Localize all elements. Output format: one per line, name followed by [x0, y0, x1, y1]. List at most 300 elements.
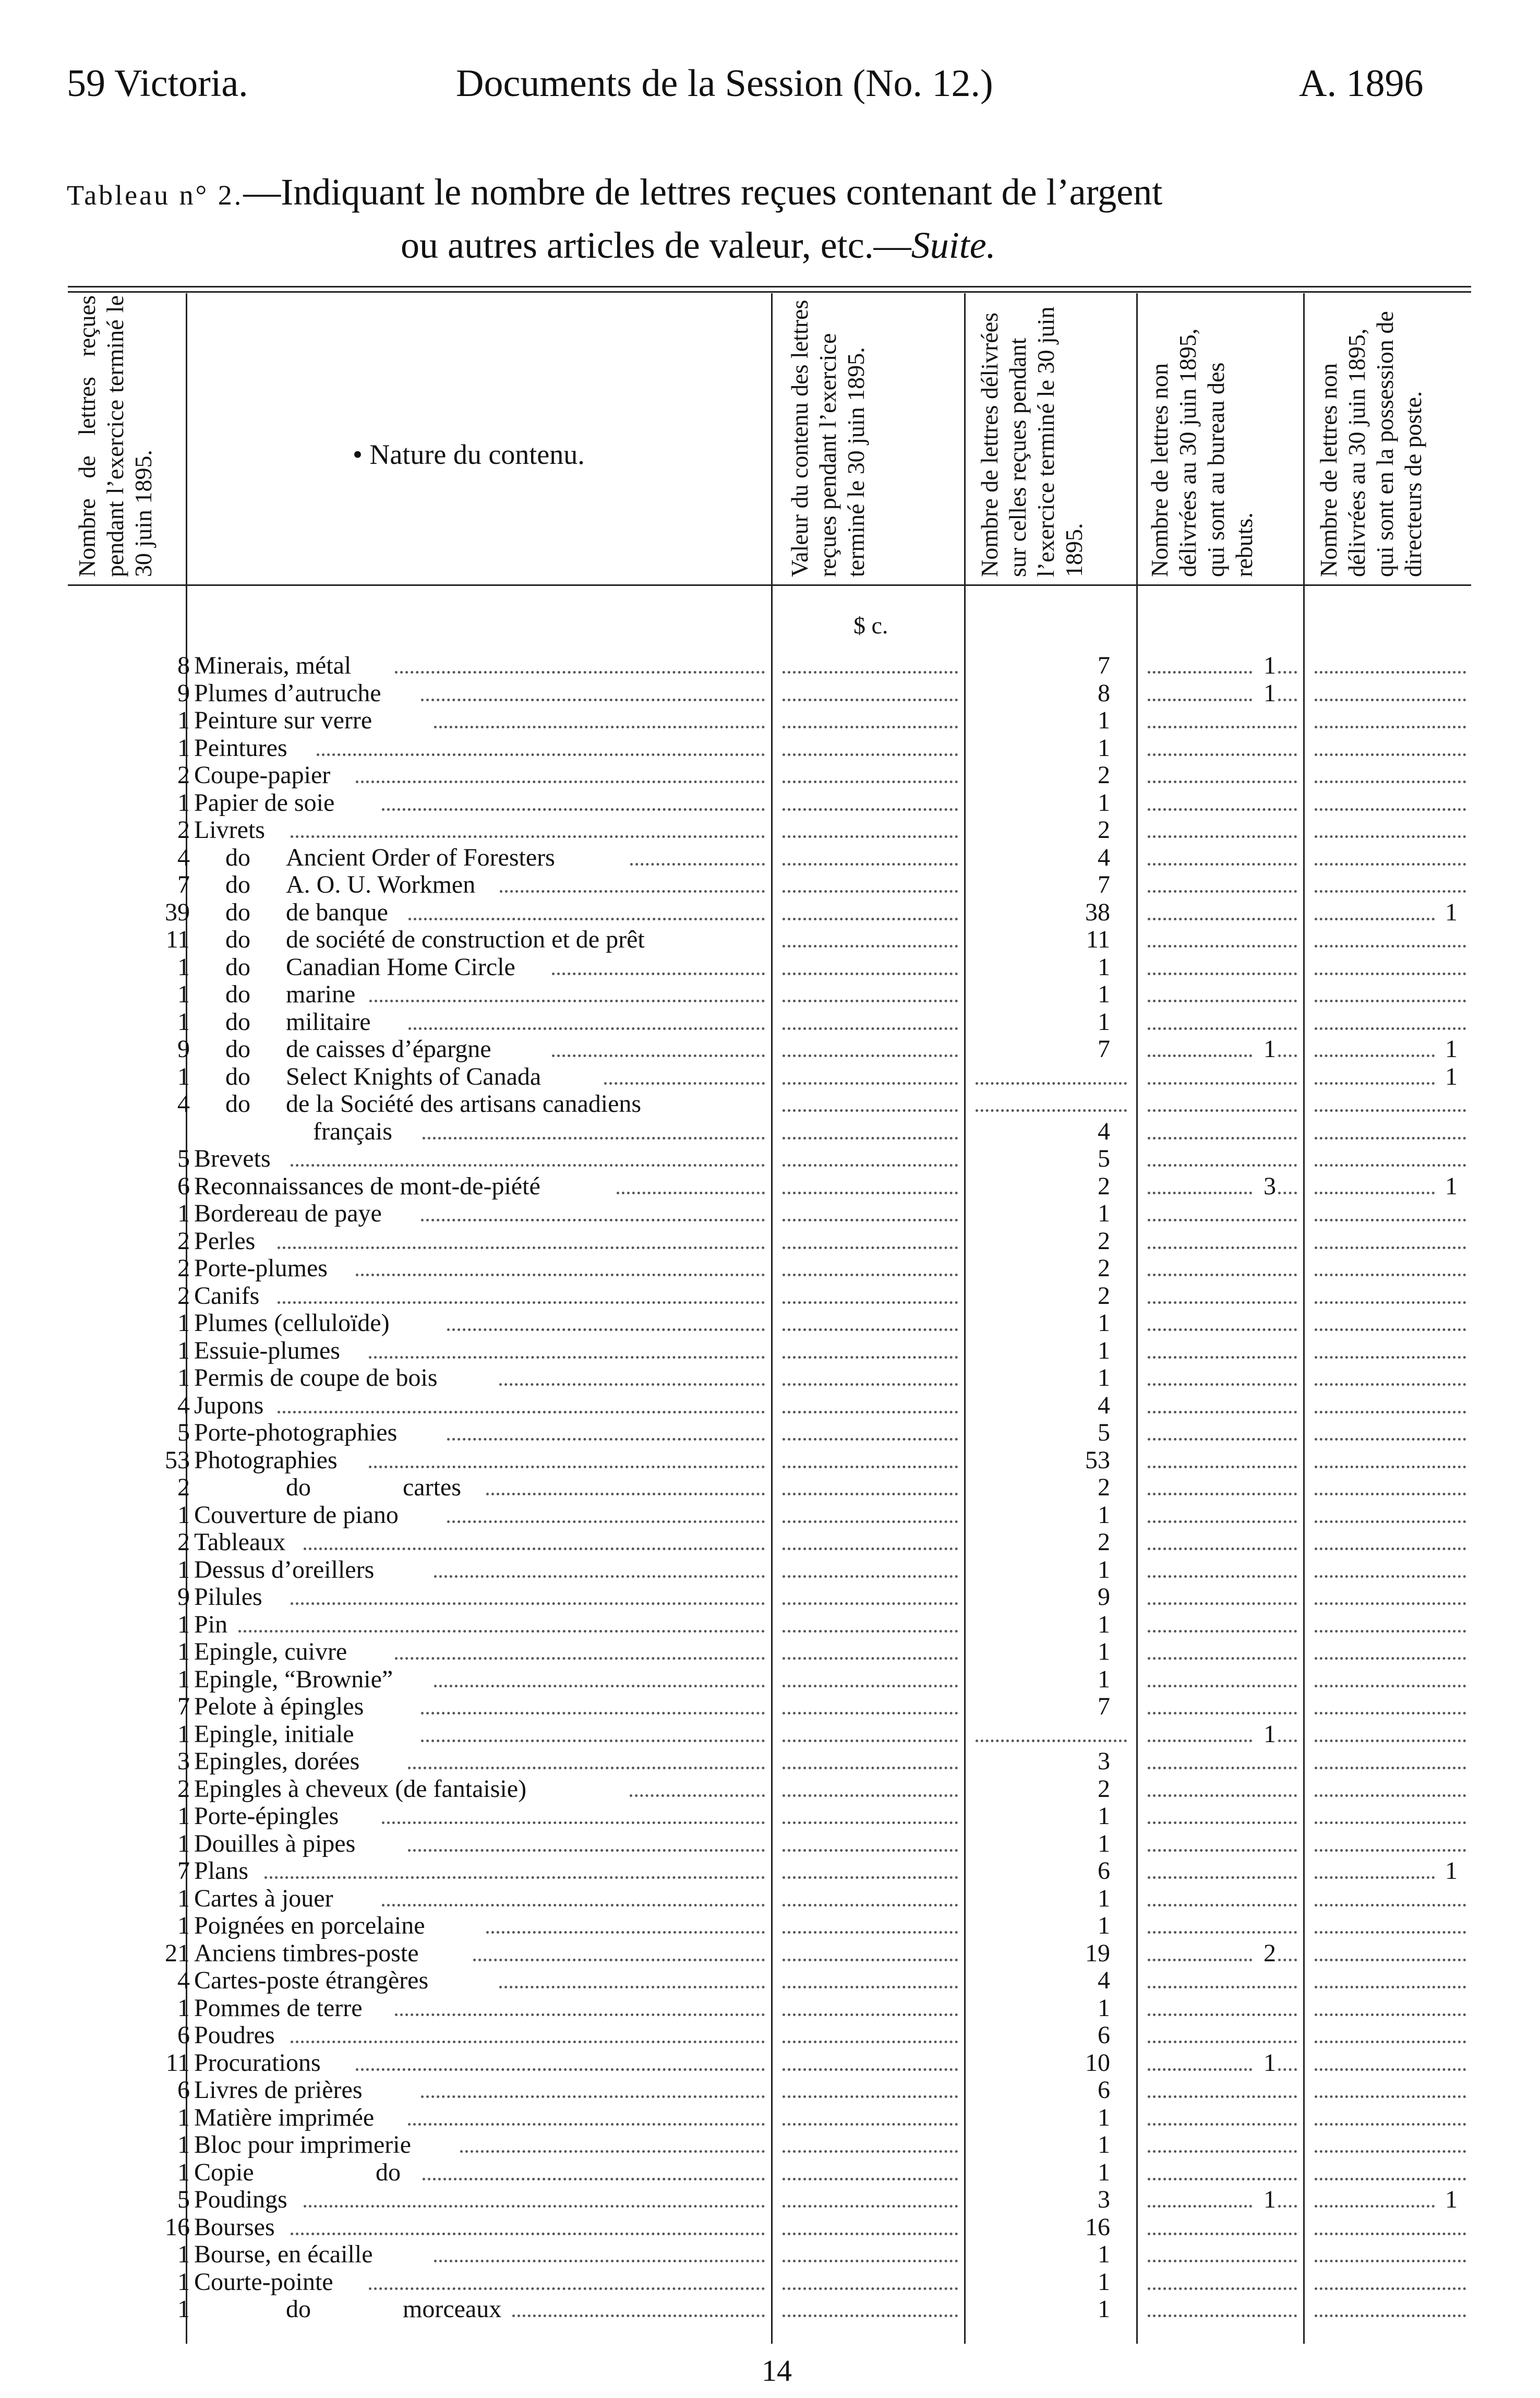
title-line2: ou autres articles de valeur, etc.—	[401, 224, 911, 266]
dot-leader	[1315, 835, 1466, 838]
dot-leader	[1148, 1411, 1297, 1413]
dot-leader	[1315, 1328, 1466, 1331]
postmaster-count: 1	[1445, 1172, 1458, 1200]
dot-leader	[1148, 1301, 1297, 1304]
dot-leader	[473, 1959, 765, 1961]
dot-leader	[291, 2233, 765, 2235]
table-row	[0, 844, 1540, 872]
dot-leader	[1148, 753, 1297, 756]
received-count: 1	[177, 2131, 190, 2159]
nature-label: Epingle, cuivre	[194, 1638, 347, 1665]
dot-leader	[1148, 2068, 1252, 2071]
dot-leader	[1148, 1328, 1297, 1331]
dot-leader	[783, 1466, 958, 1468]
delivered-count: 2	[1098, 1254, 1110, 1282]
dot-leader	[1148, 1109, 1297, 1112]
dot-leader	[1148, 1630, 1297, 1633]
table-row	[0, 1090, 1540, 1118]
received-count: 6	[177, 2076, 190, 2104]
dot-leader	[408, 1767, 765, 1769]
received-count: 9	[177, 679, 190, 707]
nature-label: Matière imprimée	[194, 2103, 375, 2131]
table-row	[0, 981, 1540, 1009]
dot-leader	[408, 1027, 765, 1030]
received-count: 5	[177, 2186, 190, 2213]
dot-leader	[499, 1986, 765, 1988]
table-row	[0, 1282, 1540, 1310]
dot-leader	[1315, 1520, 1466, 1523]
dot-leader	[1315, 699, 1466, 701]
nature-label: Select Knights of Canada	[286, 1062, 542, 1090]
received-count: 1	[177, 706, 190, 734]
dot-leader	[783, 1246, 958, 1249]
table-row	[0, 926, 1540, 954]
dot-leader	[1315, 1082, 1435, 1085]
ditto-mark: do	[286, 1473, 311, 1501]
dot-leader	[783, 835, 958, 838]
dot-leader	[976, 1740, 1127, 1742]
dot-leader	[369, 1000, 765, 1002]
delivered-count: 1	[1098, 2268, 1110, 2296]
table-row	[0, 2214, 1540, 2241]
table-row	[0, 1447, 1540, 1474]
dot-leader	[1315, 2233, 1466, 2235]
nature-label: Epingles à cheveux (de fantaisie)	[194, 1774, 527, 1803]
dot-leader	[552, 1054, 765, 1057]
nature-label: de banque	[286, 898, 388, 926]
table-body	[0, 652, 1540, 2323]
dot-leader	[1148, 1904, 1297, 1907]
dot-leader	[783, 726, 958, 728]
received-count: 1	[177, 980, 190, 1008]
dot-leader	[783, 1411, 958, 1413]
dot-leader	[1148, 1959, 1252, 1961]
dot-leader	[1315, 1849, 1466, 1852]
ditto-mark: do	[225, 980, 250, 1008]
dot-leader	[1315, 1000, 1466, 1002]
nature-label: Bordereau de paye	[194, 1200, 382, 1227]
table-row	[0, 707, 1540, 735]
dot-leader	[1148, 1000, 1297, 1002]
col-head-delivered: Nombre de lettres délivrées sur celles reçues pendant l’exercice terminé le 30 juin 1895.	[976, 306, 1087, 577]
delivered-count: 2	[1098, 1227, 1110, 1255]
nature-label: marine	[286, 980, 356, 1008]
dot-leader	[1148, 1821, 1297, 1824]
dot-leader	[783, 753, 958, 756]
nature-label: Livres de prières	[194, 2076, 363, 2104]
received-count: 1	[177, 2295, 190, 2323]
delivered-count: 6	[1098, 1857, 1110, 1885]
dot-leader	[486, 1931, 765, 1934]
dot-leader	[783, 1164, 958, 1167]
nature-label: Cartes-poste étrangères	[194, 1967, 429, 1994]
dot-leader	[783, 1767, 958, 1769]
table-row	[0, 1502, 1540, 1529]
nature-label: Reconnaissances de mont-de-piété	[194, 1172, 540, 1200]
dot-leader	[1148, 2150, 1297, 2153]
table-row	[0, 652, 1540, 680]
nature-label: Plumes d’autruche	[194, 679, 381, 707]
dot-leader	[783, 945, 958, 948]
delivered-count: 1	[1098, 1309, 1110, 1337]
nature-label: Cartes à jouer	[194, 1884, 333, 1912]
dot-leader	[630, 1794, 765, 1797]
received-count: 1	[177, 1309, 190, 1337]
dot-leader	[1278, 2068, 1297, 2071]
received-count: 2	[177, 1281, 190, 1310]
nature-label: Ancient Order of Foresters	[286, 843, 555, 871]
nature-label: Poudings	[194, 2186, 287, 2213]
delivered-count: 1	[1098, 1665, 1110, 1693]
table-row	[0, 2022, 1540, 2049]
dot-leader	[1315, 1137, 1466, 1140]
dot-leader	[278, 1301, 765, 1304]
dot-leader	[783, 2233, 958, 2235]
dot-leader	[783, 2205, 958, 2208]
delivered-count: 2	[1098, 1281, 1110, 1310]
dot-leader	[1148, 1767, 1297, 1769]
table-row	[0, 1364, 1540, 1392]
dot-leader	[1148, 2178, 1297, 2180]
ditto-mark: do	[376, 2158, 401, 2186]
table-row	[0, 680, 1540, 708]
page-number: 14	[762, 2354, 792, 2388]
received-count: 2	[177, 1227, 190, 1255]
dot-leader	[408, 1849, 765, 1852]
table-row	[0, 1556, 1540, 1584]
delivered-count: 53	[1085, 1446, 1110, 1474]
dot-leader	[1278, 1192, 1297, 1194]
received-count: 11	[165, 926, 190, 953]
dot-leader	[1315, 1192, 1435, 1194]
delivered-count: 7	[1098, 652, 1110, 679]
nature-label: Peintures	[194, 734, 287, 762]
dot-leader	[976, 1082, 1127, 1085]
nature-label: Pommes de terre	[194, 1994, 363, 2022]
table-row	[0, 1118, 1540, 1146]
dot-leader	[1315, 2013, 1466, 2016]
table-row	[0, 2077, 1540, 2104]
nature-label: Pin	[194, 1610, 228, 1638]
dot-leader	[356, 2068, 765, 2071]
dot-leader	[1315, 1356, 1466, 1359]
delivered-count: 11	[1086, 926, 1110, 953]
dot-leader	[1148, 2260, 1297, 2262]
dot-leader	[783, 1274, 958, 1276]
received-count: 1	[177, 1008, 190, 1036]
ditto-mark: do	[225, 1008, 250, 1036]
table-row	[0, 762, 1540, 789]
dot-leader	[1315, 2205, 1435, 2208]
dot-leader	[783, 1876, 958, 1879]
dot-leader	[512, 2315, 765, 2317]
dot-leader	[1315, 2041, 1466, 2043]
col-head-received: Nombre de lettres reçues pendant l’exercice terminé le 30 juin 1895.	[74, 295, 157, 577]
table-row	[0, 1776, 1540, 1803]
delivered-count: 5	[1098, 1419, 1110, 1446]
received-count: 2	[177, 1473, 190, 1501]
dot-leader	[304, 2205, 765, 2208]
dot-leader	[1148, 918, 1297, 920]
nature-label: morceaux	[403, 2295, 502, 2323]
table-row	[0, 1036, 1540, 1063]
nature-label: Jupons	[194, 1391, 264, 1419]
ditto-mark: do	[225, 926, 250, 953]
delivered-count: 1	[1098, 1994, 1110, 2022]
received-count: 1	[177, 1062, 190, 1090]
nature-label: Photographies	[194, 1446, 338, 1474]
dot-leader	[1148, 1438, 1297, 1441]
delivered-count: 38	[1085, 898, 1110, 926]
dot-leader	[1315, 2150, 1466, 2153]
received-count: 1	[177, 1364, 190, 1392]
delivered-count: 1	[1098, 1364, 1110, 1392]
received-count: 2	[177, 816, 190, 844]
dot-leader	[1148, 1520, 1297, 1523]
dot-leader	[382, 1904, 765, 1907]
ditto-mark: do	[286, 2295, 311, 2323]
dot-leader	[783, 1548, 958, 1550]
dot-leader	[783, 1931, 958, 1934]
col-head-dead: Nombre de lettres non délivrées au 30 juin 1895, qui sont au bureau des rebuts.	[1146, 328, 1257, 577]
dead-letter-count: 1	[1264, 2186, 1276, 2213]
table-row	[0, 1693, 1540, 1721]
table-row	[0, 789, 1540, 817]
page-title	[67, 167, 1475, 270]
received-count: 1	[177, 2240, 190, 2268]
dot-leader	[1315, 1959, 1466, 1961]
dot-leader	[1148, 2013, 1297, 2016]
table-row	[0, 954, 1540, 981]
dot-leader	[1148, 808, 1297, 811]
dot-leader	[1315, 973, 1466, 975]
table-row	[0, 1200, 1540, 1228]
received-count: 2	[177, 1254, 190, 1282]
received-count: 1	[177, 1665, 190, 1693]
delivered-count: 1	[1098, 2131, 1110, 2159]
table-row	[0, 817, 1540, 844]
dot-leader	[783, 918, 958, 920]
delivered-count: 4	[1098, 843, 1110, 871]
table-row	[0, 1255, 1540, 1282]
received-count: 1	[177, 1829, 190, 1857]
dot-leader	[1315, 1054, 1435, 1057]
dot-leader	[434, 2260, 765, 2262]
dot-leader	[1315, 1986, 1466, 1988]
nature-label: Porte-épingles	[194, 1802, 339, 1830]
dot-leader	[617, 1192, 765, 1194]
nature-label: Pilules	[194, 1583, 262, 1611]
dot-leader	[1278, 671, 1297, 674]
dot-leader	[1315, 2068, 1466, 2071]
dot-leader	[1315, 1931, 1466, 1934]
received-count: 1	[177, 788, 190, 817]
table-row	[0, 2186, 1540, 2214]
dot-leader	[783, 1493, 958, 1495]
dot-leader	[604, 1082, 765, 1085]
dot-leader	[783, 1685, 958, 1687]
dot-leader	[1315, 1411, 1466, 1413]
dot-leader	[1148, 671, 1252, 674]
dot-leader	[783, 2150, 958, 2153]
table-row	[0, 1857, 1540, 1885]
nature-label: Porte-photographies	[194, 1419, 398, 1446]
nature-label-cont: français	[313, 1117, 392, 1145]
delivered-count: 16	[1085, 2213, 1110, 2241]
dot-leader	[1315, 2260, 1466, 2262]
dot-leader	[238, 1630, 765, 1633]
header-rule	[68, 584, 1471, 586]
dead-letter-count: 1	[1264, 652, 1276, 679]
dot-leader	[395, 671, 765, 674]
dot-leader	[783, 2041, 958, 2043]
delivered-count: 6	[1098, 2021, 1110, 2049]
dot-leader	[783, 1027, 958, 1030]
delivered-count: 1	[1098, 2295, 1110, 2323]
dot-leader	[264, 1876, 765, 1879]
dot-leader	[1315, 1657, 1466, 1660]
top-rule-2	[68, 291, 1471, 293]
dot-leader	[1315, 1602, 1466, 1605]
dot-leader	[1278, 1740, 1297, 1742]
received-count: 2	[177, 761, 190, 789]
dot-leader	[1148, 973, 1297, 975]
table-row	[0, 1474, 1540, 1502]
dot-leader	[783, 1054, 958, 1057]
dot-leader	[1148, 781, 1297, 783]
received-count: 1	[177, 1501, 190, 1529]
dot-leader	[1148, 1849, 1297, 1852]
nature-label: Poudres	[194, 2021, 275, 2049]
dot-leader	[783, 2287, 958, 2290]
delivered-count: 4	[1098, 1391, 1110, 1419]
delivered-count: 1	[1098, 1638, 1110, 1665]
dot-leader	[1315, 1794, 1466, 1797]
received-count: 1	[177, 2268, 190, 2296]
delivered-count: 1	[1098, 788, 1110, 817]
dot-leader	[1315, 1383, 1466, 1386]
received-count: 5	[177, 1419, 190, 1446]
dot-leader	[783, 1740, 958, 1742]
dot-leader	[976, 1109, 1127, 1112]
received-count: 21	[165, 1939, 190, 1967]
dot-leader	[783, 1904, 958, 1907]
dot-leader	[1148, 1054, 1252, 1057]
dot-leader	[783, 1712, 958, 1714]
table-row	[0, 1228, 1540, 1255]
dot-leader	[408, 918, 765, 920]
dot-leader	[1315, 2123, 1466, 2126]
dot-leader	[1148, 1466, 1297, 1468]
dot-leader	[1315, 1876, 1435, 1879]
received-count: 1	[177, 1336, 190, 1364]
nature-label: Plumes (celluloïde)	[194, 1309, 390, 1337]
dot-leader	[382, 1821, 765, 1824]
ditto-mark: do	[225, 953, 250, 981]
dot-leader	[1315, 1109, 1466, 1112]
table-row	[0, 2241, 1540, 2269]
nature-label: Dessus d’oreillers	[194, 1555, 375, 1584]
delivered-count: 1	[1098, 1501, 1110, 1529]
delivered-count: 8	[1098, 679, 1110, 707]
delivered-count: 3	[1098, 1747, 1110, 1775]
delivered-count: 1	[1098, 1884, 1110, 1912]
dot-leader	[1148, 1192, 1252, 1194]
delivered-count: 7	[1098, 871, 1110, 898]
table-row	[0, 871, 1540, 899]
dot-leader	[1315, 1767, 1466, 1769]
dot-leader	[783, 2178, 958, 2180]
dead-letter-count: 1	[1264, 1035, 1276, 1063]
dot-leader	[1148, 2287, 1297, 2290]
ditto-mark: do	[225, 1090, 250, 1118]
nature-label: Procurations	[194, 2048, 321, 2077]
dot-leader	[783, 1137, 958, 1140]
postmaster-count: 1	[1445, 1062, 1458, 1090]
header-left: 59 Victoria.	[67, 62, 248, 105]
delivered-count: 1	[1098, 1200, 1110, 1227]
dot-leader	[1148, 945, 1297, 948]
nature-label: Bourse, en écaille	[194, 2240, 373, 2268]
dot-leader	[1315, 863, 1466, 866]
delivered-count: 2	[1098, 1172, 1110, 1200]
dot-leader	[1148, 726, 1297, 728]
header-right: A. 1896	[1299, 62, 1424, 105]
dot-leader	[1148, 1274, 1297, 1276]
nature-label: Porte-plumes	[194, 1254, 328, 1282]
dot-leader	[1315, 1575, 1466, 1578]
delivered-count: 4	[1098, 1967, 1110, 1994]
dot-leader	[356, 1274, 765, 1276]
dot-leader	[1315, 1274, 1466, 1276]
nature-label: Epingles, dorées	[194, 1747, 360, 1775]
table-row	[0, 1009, 1540, 1036]
received-count: 1	[177, 1912, 190, 1939]
dot-leader	[1278, 1959, 1297, 1961]
table-row	[0, 1967, 1540, 1995]
dot-leader	[783, 973, 958, 975]
dot-leader	[783, 671, 958, 674]
delivered-count: 1	[1098, 1610, 1110, 1638]
dot-leader	[783, 1356, 958, 1359]
table-row	[0, 1721, 1540, 1748]
dot-leader	[1148, 1493, 1297, 1495]
dot-leader	[783, 1602, 958, 1605]
dot-leader	[552, 973, 765, 975]
table-row	[0, 1803, 1540, 1830]
dot-leader	[1315, 1685, 1466, 1687]
delivered-count: 1	[1098, 1008, 1110, 1036]
dot-leader	[499, 1383, 765, 1386]
dot-leader	[1315, 1712, 1466, 1714]
dot-leader	[1315, 1904, 1466, 1907]
dot-leader	[447, 1438, 765, 1441]
dot-leader	[783, 2095, 958, 2098]
nature-label: Tableaux	[194, 1528, 286, 1556]
dot-leader	[783, 1575, 958, 1578]
nature-label: Coupe-papier	[194, 761, 331, 789]
dot-leader	[1315, 2287, 1466, 2290]
dot-leader	[1315, 2178, 1466, 2180]
received-count: 11	[165, 2048, 190, 2077]
received-count: 4	[177, 1391, 190, 1419]
dot-leader	[1148, 1876, 1297, 1879]
nature-label: Peinture sur verre	[194, 706, 372, 734]
dot-leader	[1148, 699, 1252, 701]
col-head-nature: • Nature du contenu.	[353, 439, 585, 470]
received-count: 1	[177, 953, 190, 981]
dot-leader	[1148, 2233, 1297, 2235]
